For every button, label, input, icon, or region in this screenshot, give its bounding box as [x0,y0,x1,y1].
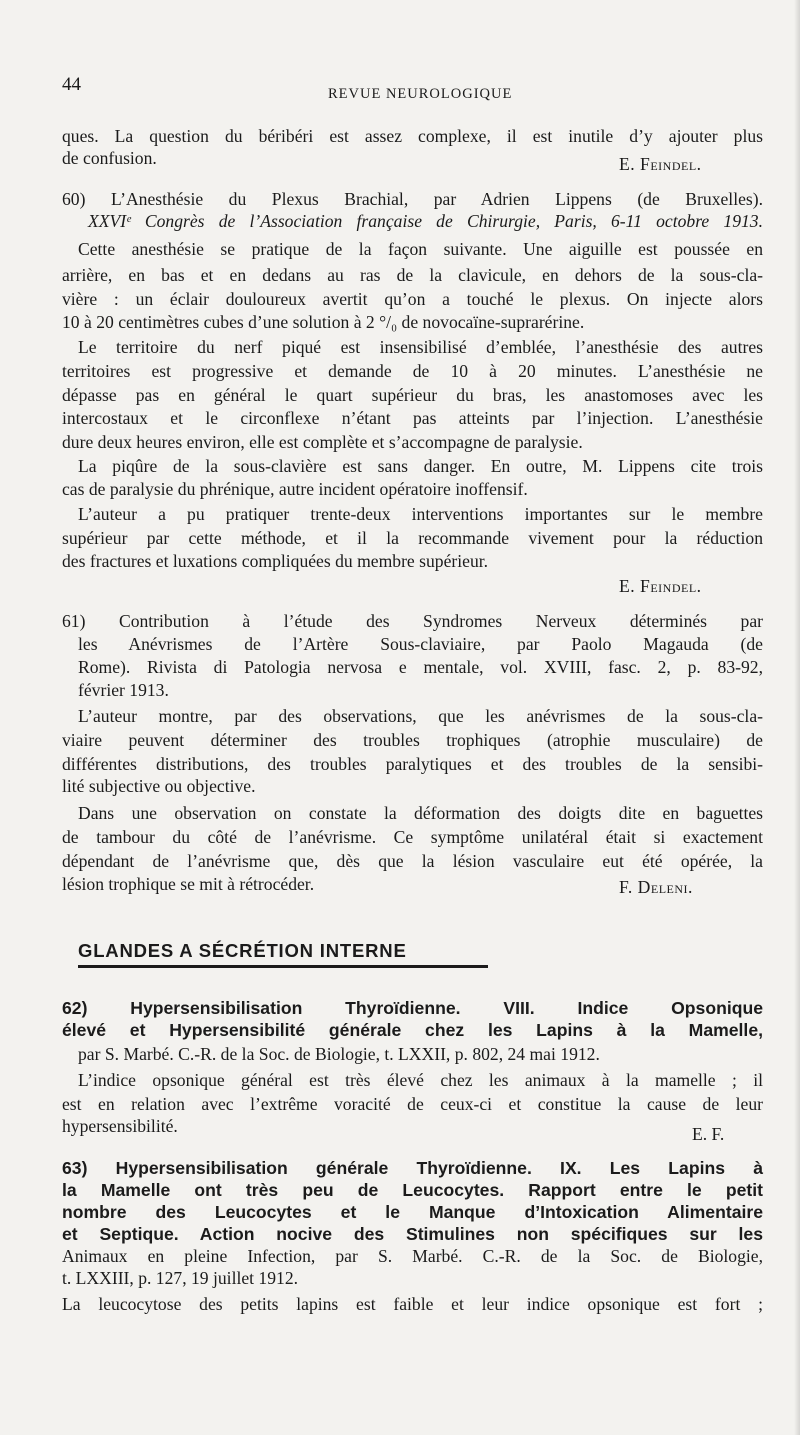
text-line: La leucocytose des petits lapins est faible et leur indice opsonique est fort ; [62,1294,763,1314]
text-line: de tambour du côté de l’anévrisme. Ce symptôme unilatéral était si exactement [62,827,763,847]
text-line: supérieur par cette méthode, et il la recommande vivement pour la réduction [62,528,763,548]
text-line: dépendant de l’anévrisme que, dès que la lésion vasculaire eut été opérée, la [62,851,763,871]
text-line: dure deux heures environ, elle est complète et s’accompagne de paralysie. [62,432,583,452]
text-line: 10 à 20 centimètres cubes d’une solution à 2 °/₀ de novocaïne-suprarérine. [62,312,585,332]
text-line: lité subjective ou objective. [62,776,256,796]
citation-line: février 1913. [78,680,169,700]
author-signature: E. Feindel. [619,154,702,174]
page-number: 44 [62,74,81,95]
text-line: Le territoire du nerf piqué est insensibilisé d’emblée, l’anesthésie des autres [78,337,763,357]
article-title-63: nombre des Leucocytes et le Manque d’Intoxication Alimentaire [62,1202,763,1222]
text-line: La piqûre de la sous-clavière est sans danger. En outre, M. Lippens cite trois [78,456,763,476]
text-line: hypersensibilité. [62,1116,178,1136]
text-line: lésion trophique se mit à rétrocéder. [62,874,315,894]
text-line: des fractures et luxations compliquées du membre supérieur. [62,551,489,571]
article-title-63: la Mamelle ont très peu de Leucocytes. Rapport entre le petit [62,1180,763,1200]
author-signature: E. F. [692,1124,725,1144]
page-edge-shadow [794,0,800,1435]
text-line: arrière, en bas et en dedans au ras de la clavicule, en dehors de la sous-cla- [62,265,763,285]
text-line: de confusion. [62,148,157,168]
text-line: est en relation avec l’extrême voracité de ceux-ci et constitue la cause de leur [62,1094,763,1114]
text-line: Dans une observation on constate la déformation des doigts dite en baguettes [78,803,763,823]
article-title-63: et Septique. Action nocive des Stimulines non spécifiques sur les [62,1224,763,1244]
section-underline [78,965,488,968]
text-line: territoires est progressive et demande de 10 à 20 minutes. L’anesthésie ne [62,361,763,381]
author-signature: E. Feindel. [619,576,702,596]
text-line: viaire peuvent déterminer des troubles trophiques (atrophie musculaire) de [62,730,763,750]
text-line: différentes distributions, des troubles paralytiques et des troubles de la sensibi- [62,754,763,774]
author-signature: F. Deleni. [619,877,693,897]
citation-line: Rome). Rivista di Patologia nervosa e mentale, vol. XVIII, fasc. 2, p. 83-92, [78,657,763,677]
article-title-60: 60) L’Anesthésie du Plexus Brachial, par Adrien Lippens (de Bruxelles). [62,189,763,209]
text-line: intercostaux et le circonflexe n’étant pas atteints par l’injection. L’anesthésie [62,408,763,428]
article-title-61: 61) Contribution à l’étude des Syndromes Nerveux déterminés par [62,611,763,631]
text-line: vière : un éclair douloureux avertit qu’on a touché le plexus. On injecte alors [62,289,763,309]
article-title-63: Animaux en pleine Infection, par S. Marbé. C.-R. de la Soc. de Biologie, [62,1246,763,1266]
citation-line: XXVIᵉ Congrès de l’Association française de Chirurgie, Paris, 6-11 octobre 1913. [88,211,763,231]
running-title: REVUE NEUROLOGIQUE [328,86,513,102]
text-line: dépasse pas en général le quart supérieur du bras, les anastomoses avec les [62,385,763,405]
citation-line: par S. Marbé. C.-R. de la Soc. de Biologie, t. LXXII, p. 802, 24 mai 1912. [78,1044,600,1064]
text-line: L’auteur a pu pratiquer trente-deux interventions importantes sur le membre [78,504,763,524]
citation-line: t. LXXIII, p. 127, 19 juillet 1912. [62,1268,299,1288]
text-line: ques. La question du béribéri est assez complexe, il est inutile d’y ajouter plus [62,126,763,146]
text-line: Cette anesthésie se pratique de la façon suivante. Une aiguille est poussée en [78,239,763,259]
section-heading: GLANDES A SÉCRÉTION INTERNE [78,940,407,961]
article-title-61: les Anévrismes de l’Artère Sous-claviaire, par Paolo Magauda (de [78,634,763,654]
text-line: cas de paralysie du phrénique, autre incident opératoire inoffensif. [62,479,528,499]
article-title-62: 62) Hypersensibilisation Thyroïdienne. VIII. Indice Opsonique [62,998,763,1018]
article-title-63: 63) Hypersensibilisation générale Thyroïdienne. IX. Les Lapins à [62,1158,763,1178]
article-title-62: élevé et Hypersensibilité générale chez les Lapins à la Mamelle, [62,1020,763,1040]
text-line: L’auteur montre, par des observations, que les anévrismes de la sous-cla- [78,706,763,726]
text-line: L’indice opsonique général est très élevé chez les animaux à la mamelle ; il [78,1070,763,1090]
